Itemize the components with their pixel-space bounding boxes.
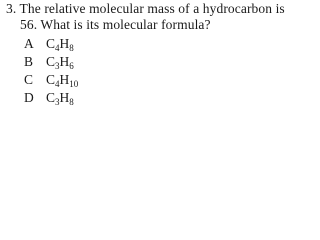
option-letter: A bbox=[24, 36, 34, 51]
option-formula: $C_3H_8$ bbox=[46, 90, 74, 107]
question-line-2: 56. What is its molecular formula? bbox=[20, 17, 211, 32]
option-a[interactable] bbox=[24, 35, 184, 53]
option-letter: D bbox=[24, 90, 34, 105]
option-d[interactable] bbox=[24, 89, 184, 107]
question-text bbox=[6, 1, 298, 33]
option-formula: $C_3H_6$ bbox=[46, 54, 74, 71]
question-line-1: 3. The relative molecular mass of a hydrocarbon is bbox=[6, 1, 285, 16]
option-formula: $C_4H_8$ bbox=[46, 36, 74, 53]
answer-options bbox=[24, 35, 184, 107]
option-b[interactable] bbox=[24, 53, 184, 71]
option-letter: C bbox=[24, 72, 34, 87]
option-letter: B bbox=[24, 54, 34, 69]
option-c[interactable] bbox=[24, 71, 184, 89]
option-formula: $C_4H_{10}$ bbox=[46, 72, 79, 89]
